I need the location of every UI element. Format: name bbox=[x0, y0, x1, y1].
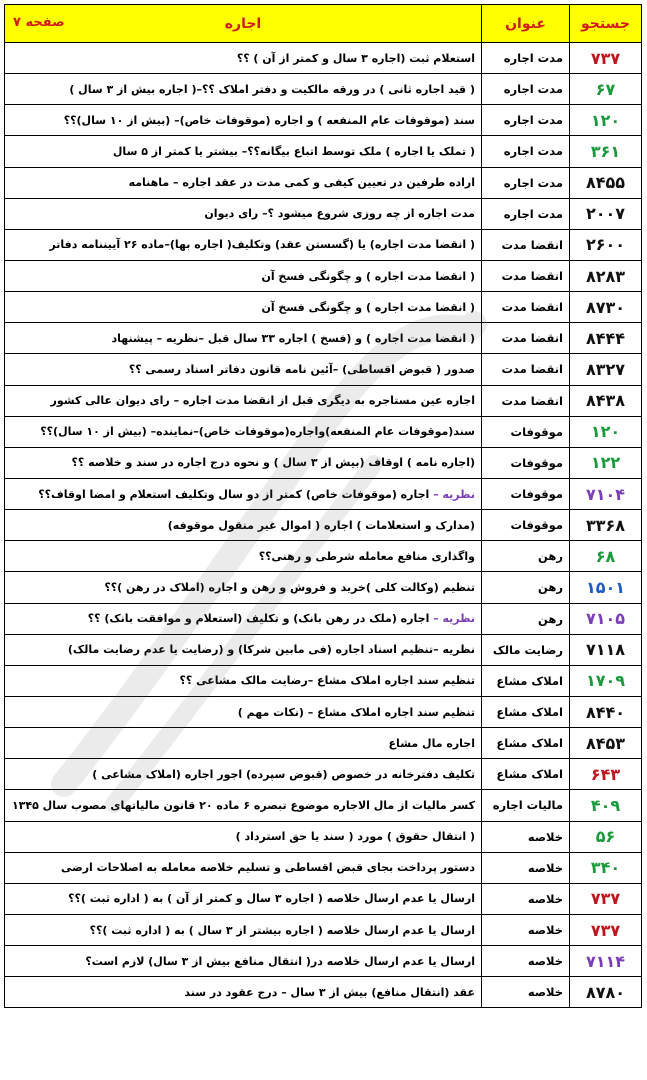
row-description-text: ارسال یا عدم ارسال خلاصه ( اجاره ۳ سال و کمتر از آن ) به ( اداره ثبت )؟؟ bbox=[68, 892, 475, 906]
row-number[interactable]: ۳۴۰ bbox=[570, 852, 642, 883]
row-description-text: ارسال یا عدم ارسال خلاصه ( اجاره بیشتر از ۳ سال ) به ( اداره ثبت )؟؟ bbox=[89, 923, 475, 937]
row-title: خلاصه bbox=[482, 977, 570, 1008]
row-number[interactable]: ۱۵۰۱ bbox=[570, 572, 642, 603]
table-row bbox=[5, 634, 642, 665]
row-number[interactable]: ۷۳۷ bbox=[570, 43, 642, 74]
header-row bbox=[5, 5, 642, 43]
row-description bbox=[5, 759, 482, 790]
table-row bbox=[5, 946, 642, 977]
row-title: املاک مشاع bbox=[482, 728, 570, 759]
row-description bbox=[5, 603, 482, 634]
row-description bbox=[5, 260, 482, 291]
row-title: مدت اجاره bbox=[482, 74, 570, 105]
row-number[interactable]: ۶۸ bbox=[570, 541, 642, 572]
row-description-text: تنظیم سند اجاره املاک مشاع – (نکات مهم ) bbox=[237, 705, 475, 719]
row-description-text: ( تملک یا اجاره ) ملک توسط اتباع بیگانه؟؟– بیشتر یا کمتر از ۵ سال bbox=[112, 144, 475, 158]
row-number[interactable]: ۱۷۰۹ bbox=[570, 665, 642, 696]
row-title: موقوفات bbox=[482, 447, 570, 478]
row-number[interactable]: ۱۲۰ bbox=[570, 416, 642, 447]
row-description bbox=[5, 572, 482, 603]
table-row bbox=[5, 74, 642, 105]
row-description bbox=[5, 229, 482, 260]
row-number[interactable]: ۶۴۳ bbox=[570, 759, 642, 790]
row-number[interactable]: ۸۷۸۰ bbox=[570, 977, 642, 1008]
table-row bbox=[5, 883, 642, 914]
row-number[interactable]: ۸۴۵۵ bbox=[570, 167, 642, 198]
row-title: انقضا مدت bbox=[482, 385, 570, 416]
row-description-text: صدور ( قبوض اقساطی) –آئین نامه قانون دفاتر اسناد رسمی ؟؟ bbox=[128, 362, 475, 376]
row-title: مدت اجاره bbox=[482, 43, 570, 74]
row-title: مدت اجاره bbox=[482, 167, 570, 198]
row-title: خلاصه bbox=[482, 852, 570, 883]
row-description bbox=[5, 105, 482, 136]
row-title: انقضا مدت bbox=[482, 292, 570, 323]
row-title: مالیات اجاره bbox=[482, 790, 570, 821]
row-title: خلاصه bbox=[482, 914, 570, 945]
row-title: مدت اجاره bbox=[482, 198, 570, 229]
row-title: موقوفات bbox=[482, 416, 570, 447]
row-description bbox=[5, 447, 482, 478]
row-title: رهن bbox=[482, 603, 570, 634]
row-title: موقوفات bbox=[482, 510, 570, 541]
row-title: رضایت مالک bbox=[482, 634, 570, 665]
row-description bbox=[5, 977, 482, 1008]
row-title: رهن bbox=[482, 541, 570, 572]
row-description-text: استعلام ثبت (اجاره ۳ سال و کمتر از آن ) ؟؟ bbox=[236, 51, 475, 65]
table-row bbox=[5, 914, 642, 945]
row-number[interactable]: ۷۱۰۵ bbox=[570, 603, 642, 634]
row-description-text: ( انقضا مدت اجاره ) و چگونگی فسخ آن bbox=[261, 269, 475, 283]
row-description-text: واگذاری منافع معامله شرطی و رهنی؟؟ bbox=[258, 549, 475, 563]
row-description bbox=[5, 167, 482, 198]
row-number[interactable]: ۸۴۳۸ bbox=[570, 385, 642, 416]
row-number[interactable]: ۲۶۰۰ bbox=[570, 229, 642, 260]
table-row bbox=[5, 665, 642, 696]
header-search: جستجو bbox=[570, 5, 642, 43]
row-description-text: سند (موقوفات عام المنفعه ) و اجاره (موقوفات خاص)– (بیش از ۱۰ سال)؟؟ bbox=[63, 113, 475, 127]
row-description-text: اراده طرفین در تعیین کیفی و کمی مدت در عقد اجاره – ماهنامه bbox=[128, 176, 475, 190]
row-number[interactable]: ۷۱۱۸ bbox=[570, 634, 642, 665]
table-row bbox=[5, 478, 642, 509]
row-number[interactable]: ۸۴۵۳ bbox=[570, 728, 642, 759]
index-table bbox=[4, 4, 642, 1008]
row-title: انقضا مدت bbox=[482, 229, 570, 260]
table-row bbox=[5, 43, 642, 74]
document-sheet bbox=[4, 4, 641, 1076]
row-number[interactable]: ۵۶ bbox=[570, 821, 642, 852]
row-number[interactable]: ۸۴۴۴ bbox=[570, 323, 642, 354]
table-row bbox=[5, 759, 642, 790]
row-number[interactable]: ۱۲۰ bbox=[570, 105, 642, 136]
row-description-text: ( انقضا مدت اجاره ) و چگونگی فسخ آن bbox=[261, 300, 475, 314]
row-description bbox=[5, 416, 482, 447]
row-description bbox=[5, 74, 482, 105]
row-description bbox=[5, 478, 482, 509]
row-title: خلاصه bbox=[482, 821, 570, 852]
row-number[interactable]: ۷۳۷ bbox=[570, 883, 642, 914]
table-row bbox=[5, 105, 642, 136]
row-description-text: تنظیم (وکالت کلی )خرید و فروش و رهن و اجاره (املاک در رهن )؟؟ bbox=[104, 580, 475, 594]
table-row bbox=[5, 728, 642, 759]
row-number[interactable]: ۴۰۹ bbox=[570, 790, 642, 821]
row-title: املاک مشاع bbox=[482, 696, 570, 727]
row-description-text: سند(موقوفات عام المنفعه)واجاره(موقوفات خاص)–نماینده– (بیش از ۱۰ سال)؟؟ bbox=[40, 425, 475, 439]
row-title: مدت اجاره bbox=[482, 105, 570, 136]
row-description-text: عقد (انتقال منافع) بیش از ۳ سال – درج عقود در سند bbox=[184, 985, 475, 999]
row-number[interactable]: ۶۷ bbox=[570, 74, 642, 105]
table-row bbox=[5, 385, 642, 416]
table-row bbox=[5, 603, 642, 634]
row-title: موقوفات bbox=[482, 478, 570, 509]
table-row bbox=[5, 541, 642, 572]
row-description bbox=[5, 914, 482, 945]
row-description bbox=[5, 946, 482, 977]
table-body bbox=[5, 43, 642, 1008]
table-row bbox=[5, 510, 642, 541]
row-description-text: مدت اجاره از چه روزی شروع میشود ؟– رای دیوان bbox=[204, 207, 475, 221]
header-description-label: اجاره bbox=[224, 15, 262, 32]
row-number[interactable]: ۸۷۳۰ bbox=[570, 292, 642, 323]
row-description-text: تکلیف دفترخانه در خصوص (قبوض سپرده) اجور اجاره (املاک مشاعی ) bbox=[92, 767, 475, 781]
table-row bbox=[5, 323, 642, 354]
row-title: رهن bbox=[482, 572, 570, 603]
table-row bbox=[5, 229, 642, 260]
table-row bbox=[5, 852, 642, 883]
row-description bbox=[5, 354, 482, 385]
row-number[interactable]: ۳۶۱ bbox=[570, 136, 642, 167]
row-description bbox=[5, 510, 482, 541]
row-description-text: ( انقضا مدت اجاره ) و (فسخ ) اجاره ۳۳ سال قبل –نظریه – پیشنهاد bbox=[111, 331, 475, 345]
table-row bbox=[5, 821, 642, 852]
row-title: املاک مشاع bbox=[482, 665, 570, 696]
row-number[interactable]: ۷۱۰۴ bbox=[570, 478, 642, 509]
row-description bbox=[5, 385, 482, 416]
row-description bbox=[5, 292, 482, 323]
row-opinion-label: نظریه – bbox=[429, 612, 475, 626]
row-description bbox=[5, 852, 482, 883]
table-row bbox=[5, 136, 642, 167]
row-title: انقضا مدت bbox=[482, 323, 570, 354]
row-description bbox=[5, 790, 482, 821]
row-description-text: تنظیم سند اجاره املاک مشاع –رضایت مالک مشاعی ؟؟ bbox=[179, 674, 475, 688]
row-description bbox=[5, 136, 482, 167]
row-number[interactable]: ۷۳۷ bbox=[570, 914, 642, 945]
row-description bbox=[5, 665, 482, 696]
row-description-text: کسر مالیات از مال الاجاره موضوع تبصره ۶ ماده ۲۰ قانون مالیاتهای مصوب سال ۱۳۴۵ bbox=[11, 798, 475, 812]
row-number[interactable]: ۸۳۲۷ bbox=[570, 354, 642, 385]
row-number[interactable]: ۸۴۴۰ bbox=[570, 696, 642, 727]
table-row bbox=[5, 198, 642, 229]
row-description-text: دستور پرداخت بجای قبض اقساطی و تسلیم خلاصه معامله به اصلاحات ارضی bbox=[60, 861, 475, 875]
table-row bbox=[5, 260, 642, 291]
row-description bbox=[5, 728, 482, 759]
row-description bbox=[5, 43, 482, 74]
row-number[interactable]: ۱۲۲ bbox=[570, 447, 642, 478]
row-title: انقضا مدت bbox=[482, 354, 570, 385]
header-title: عنوان bbox=[482, 5, 570, 43]
row-opinion-label: نظریه – bbox=[429, 487, 475, 501]
row-description-text: اجاره عین مستاجره به دیگری قبل از انقضا مدت اجاره – رای دیوان عالی کشور bbox=[50, 394, 475, 408]
row-description-text: ( انتقال حقوق ) مورد ( سند یا حق استرداد ) bbox=[235, 830, 475, 844]
row-description-text: اجاره (ملک در رهن بانک) و تکلیف (استعلام و موافقت بانک) ؟؟ bbox=[87, 612, 430, 626]
row-description bbox=[5, 323, 482, 354]
row-title: املاک مشاع bbox=[482, 759, 570, 790]
row-number[interactable]: ۷۱۱۴ bbox=[570, 946, 642, 977]
table-row bbox=[5, 354, 642, 385]
row-number[interactable]: ۸۲۸۳ bbox=[570, 260, 642, 291]
table-row bbox=[5, 416, 642, 447]
table-row bbox=[5, 696, 642, 727]
row-description-text: نظریه –تنظیم اسناد اجاره (فی مابین شرکا) و (رضایت یا عدم رضایت مالک) bbox=[67, 643, 475, 657]
page-number: صفحه ۷ bbox=[13, 15, 65, 30]
row-description-text: (مدارک و استعلامات ) اجاره ( اموال غیر منقول موقوفه) bbox=[167, 518, 475, 532]
row-description-text: اجاره مال مشاع bbox=[388, 736, 475, 750]
header-description bbox=[5, 5, 482, 43]
table-row bbox=[5, 790, 642, 821]
table-row bbox=[5, 977, 642, 1008]
row-description-text: ( انقضا مدت اجاره) یا (گسستن عقد) وتکلیف( اجاره بها)–ماده ۲۶ آییننامه دفاتر bbox=[49, 238, 475, 252]
row-number[interactable]: ۳۳۶۸ bbox=[570, 510, 642, 541]
row-title: خلاصه bbox=[482, 883, 570, 914]
row-title: مدت اجاره bbox=[482, 136, 570, 167]
table-row bbox=[5, 572, 642, 603]
row-description bbox=[5, 198, 482, 229]
row-number[interactable]: ۲۰۰۷ bbox=[570, 198, 642, 229]
row-title: انقضا مدت bbox=[482, 260, 570, 291]
row-description bbox=[5, 696, 482, 727]
row-description-text: ( قید اجاره ثانی ) در ورقه مالکیت و دفتر املاک ؟؟–( اجاره بیش از ۳ سال ) bbox=[69, 82, 475, 96]
row-description-text: (اجاره نامه ) اوقاف (بیش از ۳ سال ) و نحوه درج اجاره در سند و خلاصه ؟؟ bbox=[71, 456, 475, 470]
row-description-text: اجاره (موقوفات خاص) کمتر از دو سال وتکلیف استعلام و امضا اوقاف؟؟ bbox=[38, 487, 430, 501]
row-title: خلاصه bbox=[482, 946, 570, 977]
row-description-text: ارسال یا عدم ارسال خلاصه در( انتقال منافع بیش از ۳ سال) لازم است؟ bbox=[85, 954, 475, 968]
table-row bbox=[5, 447, 642, 478]
row-description bbox=[5, 821, 482, 852]
table-row bbox=[5, 167, 642, 198]
table-row bbox=[5, 292, 642, 323]
row-description bbox=[5, 883, 482, 914]
row-description bbox=[5, 634, 482, 665]
row-description bbox=[5, 541, 482, 572]
